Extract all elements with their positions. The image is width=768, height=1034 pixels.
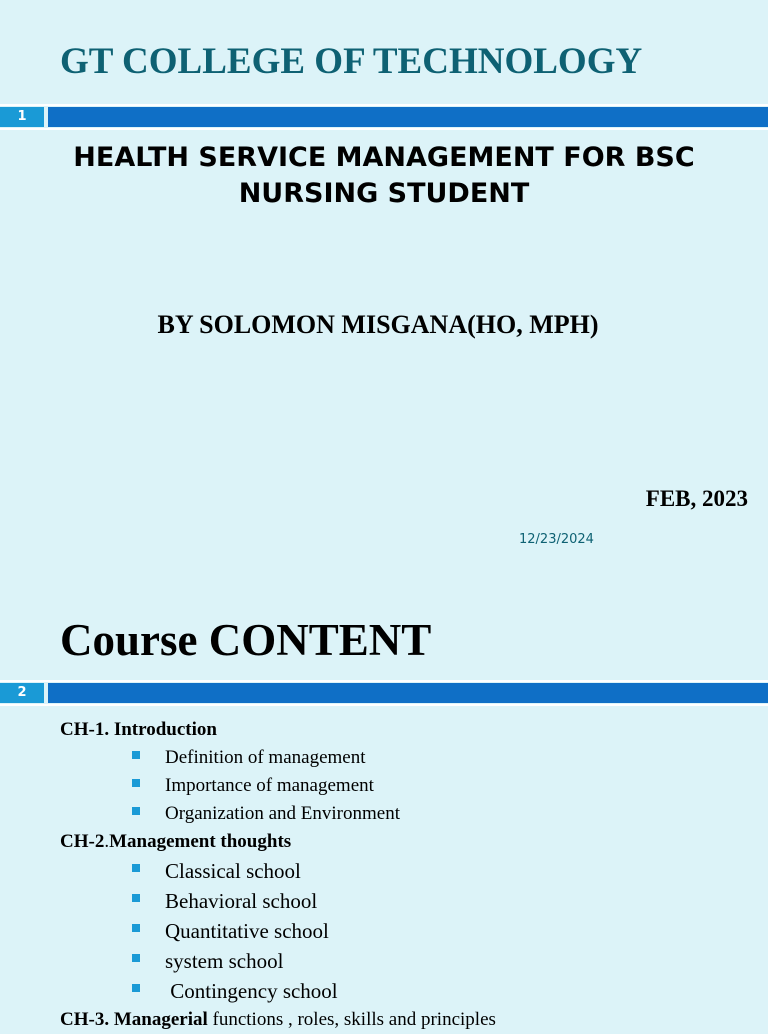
slide-header-bar [0,104,768,130]
author-line [0,310,768,340]
slide-header-bar [0,680,768,706]
square-bullet-icon [132,751,140,759]
list-item: Definition of management [132,744,760,772]
slide-number: 2 [0,683,44,703]
footer-date: 12/23/2024 [519,532,594,547]
list-item: Behavioral school [132,886,760,916]
header-bar-fill [48,107,768,127]
square-bullet-icon [132,894,140,902]
chapter-2-items [60,856,760,1006]
course-content-title: Course CONTENT [60,615,432,665]
subtitle-line-1: HEALTH SERVICE MANAGEMENT FOR BSC [73,142,695,173]
chapter-3-heading: CH-3. Managerial functions , roles, skills and principles [60,1009,496,1030]
list-item: Importance of management [132,772,760,800]
chapter-1-items [60,744,760,828]
slide-2 [0,576,768,1030]
header-bar-fill [48,683,768,703]
chapter-1-heading: CH-1. Introduction [60,719,217,740]
course-subtitle [0,140,768,212]
list-item: Contingency school [132,976,760,1006]
subtitle-line-2: NURSING STUDENT [238,178,530,209]
square-bullet-icon [132,924,140,932]
author-name: BY SOLOMON MISGANA(HO, MPH) [157,310,599,339]
square-bullet-icon [132,954,140,962]
list-item: Classical school [132,856,760,886]
presentation-date: FEB, 2023 [645,486,748,511]
slide-number: 1 [0,107,44,127]
list-item: Organization and Environment [132,800,760,828]
list-item: system school [132,946,760,976]
square-bullet-icon [132,807,140,815]
list-item: Quantitative school [132,916,760,946]
square-bullet-icon [132,779,140,787]
course-content-list [60,716,760,1034]
college-title: GT COLLEGE OF TECHNOLOGY [60,41,643,82]
square-bullet-icon [132,984,140,992]
square-bullet-icon [132,864,140,872]
chapter-2-heading: CH-2.Management thoughts [60,831,292,852]
